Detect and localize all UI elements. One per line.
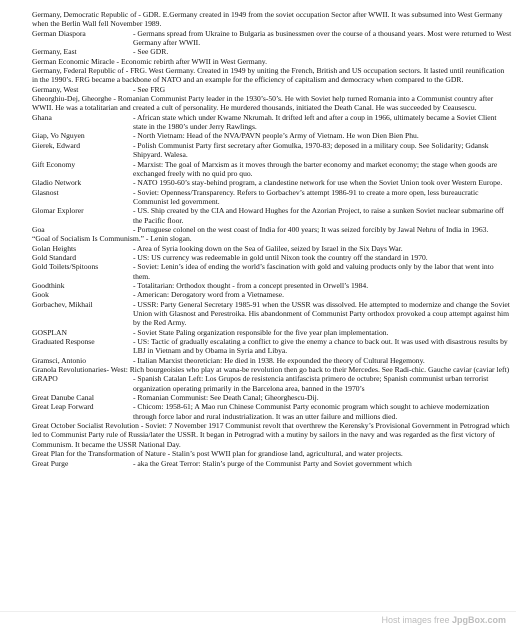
entry-definition: - North Vietnam: Head of the NVA/PAVN people’s Army of Vietnam. He won Dien Bien Phu. <box>133 131 419 141</box>
entry-term: Gladio Network <box>32 178 82 188</box>
glossary-entry <box>32 365 512 374</box>
entry-term: German Diaspora <box>32 28 86 38</box>
glossary-entry <box>32 66 512 85</box>
entry-definition: - Chicom: 1958-61; A Mao run Chinese Communist Party economic program which sought to achieve modernization through force labor and rural industrialization. It was an utter failure and millions died. <box>133 402 490 421</box>
entry-text: German Economic Miracle - Economic rebirth after WWII in West Germany. <box>32 56 267 66</box>
watermark-brand: JpgBox.com <box>451 615 506 625</box>
entry-term: Graduated Response <box>32 337 95 347</box>
watermark-footer <box>0 611 516 630</box>
glossary-entry <box>32 188 512 207</box>
entry-term: Gold Toilets/Spitoons <box>32 262 99 272</box>
entry-term: Gramsci, Antonio <box>32 355 86 365</box>
entry-text: “Goal of Socialism Is Communism.” - Lenin slogan. <box>32 234 192 244</box>
entry-term: Glomar Explorer <box>32 206 84 216</box>
glossary-entry <box>32 178 512 187</box>
entry-term: Gift Economy <box>32 159 76 169</box>
entry-text: Great October Socialist Revolution - Soviet: 7 November 1917 Communist revolt that overthrew the Kerensky’s Provisional Government in Petrograd which led to Communist Party rule of Russia/later the USSR. It began in Petrograd with a mutiny by sailors in the navy and was regarded as the first victory of Communism. It became the USSR National Day. <box>32 421 510 449</box>
entry-term: Gierek, Edward <box>32 140 81 150</box>
glossary-entry <box>32 300 512 328</box>
entry-definition: - Italian Marxist theoretician: He died in 1938. He expounded the theory of Cultural Hegemony. <box>133 355 425 365</box>
entry-term: Great Danube Canal <box>32 393 94 403</box>
glossary-entry <box>32 244 512 253</box>
entry-term: Gook <box>32 290 49 300</box>
glossary-entry <box>32 253 512 262</box>
entry-definition: - See GDR. <box>133 47 169 57</box>
glossary-entry <box>32 131 512 140</box>
entry-term: Giap, Vo Nguyen <box>32 131 85 141</box>
glossary-entry <box>32 281 512 290</box>
glossary-entry <box>32 29 512 48</box>
entry-definition: - See FRG <box>133 84 166 94</box>
glossary-entry <box>32 85 512 94</box>
glossary-entry <box>32 10 512 29</box>
entry-definition: - Totalitarian: Orthodox thought - from a concept presented in Orwell’s 1984. <box>133 280 369 290</box>
entry-definition: - Area of Syria looking down on the Sea of Galilee, seized by Israel in the Six Days War. <box>133 243 403 253</box>
entry-term: Gold Standard <box>32 252 77 262</box>
glossary-entry <box>32 160 512 179</box>
entry-text: Granola Revolutionaries- West: Rich bourgeoisies who play at wana-be revolution then go back to their Mercedes. See Radi-chic. Gauche caviar (caviar left) <box>32 365 510 375</box>
watermark-prefix: Host images free <box>381 615 452 625</box>
glossary-entry <box>32 402 512 421</box>
entry-definition: - Germans spread from Ukraine to Bulgaria as businessmen over the course of a thousand years. Most were returned to West Germany after WWII. <box>133 28 512 48</box>
glossary-entry <box>32 449 512 458</box>
entry-definition: - US: Tactic of gradually escalating a conflict to give the enemy a chance to back out. It was used with disastrous results by LBJ in Vietnam and by Obama in Syria and Libya. <box>133 337 508 356</box>
glossary-entry <box>32 374 512 393</box>
glossary-entry <box>32 57 512 66</box>
glossary-entry <box>32 328 512 337</box>
glossary-entry <box>32 459 512 468</box>
glossary-entry <box>32 206 512 225</box>
entry-definition: - US. Ship created by the CIA and Howard Hughes for the Azorian Project, to raise a sunken Soviet nuclear submarine off the Pacific floor. <box>133 206 504 225</box>
entry-definition: - NATO 1950-60’s stay-behind program, a clandestine network for use when the Soviet Union took over Western Europe. <box>133 178 503 188</box>
entry-definition: - African state which under Kwame Nkrumah. It drifted left and after a coup in 1966, ultimately became a Soviet Client state in the 1980’s under Jerry Rawlings. <box>133 112 497 132</box>
entry-definition: - Portuguese colonel on the west coast of India for 400 years; It was seized forcibly by Jawal Nehru of India in 1963. <box>133 224 489 234</box>
entry-term: Germany, West <box>32 84 79 94</box>
entry-text: Germany, Federal Republic of - FRG. West Germany. Created in 1949 by uniting the French, British and US occupation sectors. It lasted until reunification in the 1990’s. FRG became a backbone of NATO and an example for the efficiency of capitalism and democracy when compared to the GDR. <box>32 66 505 85</box>
entry-term: GOSPLAN <box>32 327 68 337</box>
glossary-entry <box>32 393 512 402</box>
glossary-entry <box>32 262 512 281</box>
entry-definition: - Soviet: Lenin’s idea of ending the world’s fascination with gold and valuing products only by the labor that went into them. <box>133 262 494 281</box>
entry-term: Germany, East <box>32 47 77 57</box>
glossary-entry <box>32 113 512 132</box>
entry-definition: - American: Derogatory word from a Vietnamese. <box>133 290 285 300</box>
glossary-entry <box>32 337 512 356</box>
entry-definition: - USSR: Party General Secretary 1985-91 when the USSR was dissolved. He attempted to modernize and change the Soviet Union with Glasnost and Perestroika. His abandonment of Communist Party orthodox provoked a coup attempt against him by the Red Army. <box>133 299 510 328</box>
glossary-entry <box>32 225 512 234</box>
entry-term: GRAPO <box>32 374 58 384</box>
entry-definition: - Soviet State Paling organization responsible for the five year plan implementation. <box>133 327 389 337</box>
entry-term: Goa <box>32 224 45 234</box>
glossary-entry <box>32 47 512 56</box>
entry-term: Goodthink <box>32 280 65 290</box>
entry-definition: - aka the Great Terror: Stalin’s purge of the Communist Party and Soviet government which <box>133 458 412 468</box>
entry-term: Golan Heights <box>32 243 77 253</box>
glossary-entry <box>32 234 512 243</box>
glossary-document <box>32 10 512 468</box>
glossary-entry <box>32 141 512 160</box>
glossary-entry <box>32 94 512 113</box>
entry-definition: - Spanish Catalan Left: Los Grupos de resistencia antifascista primero de octubre; Spanish communist urban terrorist organization operating primarily in the Barcelona area, banned in the 1970’s <box>133 374 489 393</box>
entry-definition: - US: US currency was redeemable in gold until Nixon took the country off the standard in 1970. <box>133 252 428 262</box>
entry-term: Ghana <box>32 112 52 122</box>
watermark-text <box>381 615 506 625</box>
entry-term: Glasnost <box>32 187 59 197</box>
entry-term: Great Purge <box>32 458 69 468</box>
glossary-entry <box>32 421 512 449</box>
glossary-entry <box>32 356 512 365</box>
entry-definition: - Romanian Communist: See Death Canal; Gheorghescu-Dij. <box>133 393 319 403</box>
entry-term: Gorbachev, Mikhail <box>32 299 93 309</box>
entry-definition: - Polish Communist Party first secretary after Gomulka, 1970-83; deposed in a military coup. See Solidarity; Gdansk Shipyard. Walesa. <box>133 140 489 160</box>
glossary-entry <box>32 290 512 299</box>
entry-text: Germany, Democratic Republic of - GDR. E.Germany created in 1949 from the soviet occupation Sector after WWII. It was subsumed into West Germany when the Berlin Wall fell November 1989. <box>32 10 503 29</box>
entry-definition: - Marxist: The goal of Marxism as it moves through the barter economy and market economy; the stage when goods are exchanged freely with no quid pro quo. <box>133 159 498 178</box>
entry-definition: - Soviet: Openness/Transparency. Refers to Gorbachev’s attempt 1986-91 to create a more open, less bureaucratic Communist led government. <box>133 187 479 206</box>
entry-term: Great Leap Forward <box>32 402 94 412</box>
entry-text: Great Plan for the Transformation of Nature - Stalin’s post WWII plan for grandiose land, agricultural, and water projects. <box>32 449 403 459</box>
entry-text: Gheorghiu-Dej, Gheorghe - Romanian Communist Party leader in the 1930’s-50’s. He with Soviet help turned Romania into a Communist country after WWII. He was a totalitarian and created a cult of personality. He murdered thousands, initiated the Death Canal. He was succeeded by Ceausescu. <box>32 94 494 113</box>
